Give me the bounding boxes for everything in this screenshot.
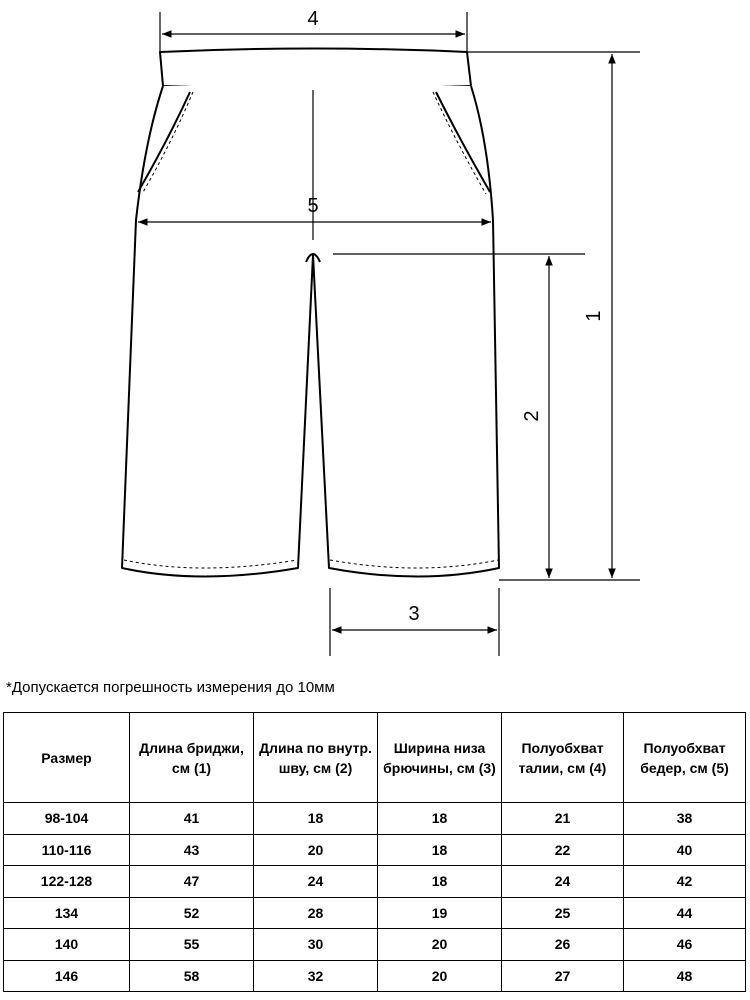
cell-inseam: 32 xyxy=(254,960,378,992)
cell-inseam: 18 xyxy=(254,803,378,835)
dimension-3-label: 3 xyxy=(408,603,420,625)
table-row xyxy=(4,866,746,898)
header-size: Размер xyxy=(4,713,130,803)
cell-hem-width: 19 xyxy=(378,897,502,929)
dimension-4-waist xyxy=(160,8,467,52)
table-row xyxy=(4,960,746,992)
cell-inseam: 24 xyxy=(254,866,378,898)
cell-hem-width: 20 xyxy=(378,960,502,992)
header-half-hips: Полуобхват бедер, см (5) xyxy=(624,713,746,803)
table-row xyxy=(4,803,746,835)
cell-hem-width: 18 xyxy=(378,803,502,835)
cell-half-hips: 38 xyxy=(624,803,746,835)
dimension-1-label: 1 xyxy=(583,310,605,322)
cell-half-hips: 42 xyxy=(624,866,746,898)
cell-length: 43 xyxy=(130,834,254,866)
cell-size: 122-128 xyxy=(4,866,130,898)
cell-size: 146 xyxy=(4,960,130,992)
cell-half-waist: 27 xyxy=(502,960,624,992)
cell-hem-width: 18 xyxy=(378,834,502,866)
cell-length: 52 xyxy=(130,897,254,929)
cell-half-hips: 40 xyxy=(624,834,746,866)
cell-length: 55 xyxy=(130,929,254,961)
cell-hem-width: 18 xyxy=(378,866,502,898)
cell-size: 110-116 xyxy=(4,834,130,866)
cell-half-waist: 24 xyxy=(502,866,624,898)
cell-half-waist: 25 xyxy=(502,897,624,929)
cell-inseam: 28 xyxy=(254,897,378,929)
header-inseam: Длина по внутр. шву, см (2) xyxy=(254,713,378,803)
cell-half-waist: 21 xyxy=(502,803,624,835)
cell-size: 134 xyxy=(4,897,130,929)
cell-hem-width: 20 xyxy=(378,929,502,961)
table-row xyxy=(4,834,746,866)
cell-size: 98-104 xyxy=(4,803,130,835)
cell-inseam: 30 xyxy=(254,929,378,961)
cell-half-hips: 48 xyxy=(624,960,746,992)
cell-half-waist: 22 xyxy=(502,834,624,866)
header-hem-width: Ширина низа брючины, см (3) xyxy=(378,713,502,803)
cell-half-waist: 26 xyxy=(502,929,624,961)
cell-size: 140 xyxy=(4,929,130,961)
cell-inseam: 20 xyxy=(254,834,378,866)
table-header-row xyxy=(4,713,746,803)
dimension-3-hem xyxy=(330,588,499,656)
cell-half-hips: 44 xyxy=(624,897,746,929)
size-chart-table xyxy=(3,712,746,992)
cell-length: 58 xyxy=(130,960,254,992)
measurement-tolerance-note: *Допускается погрешность измерения до 10мм xyxy=(6,679,335,696)
dimension-2-label: 2 xyxy=(521,410,543,422)
dimension-5-label: 5 xyxy=(307,195,319,217)
table-row xyxy=(4,897,746,929)
cell-length: 47 xyxy=(130,866,254,898)
header-length: Длина бриджи, см (1) xyxy=(130,713,254,803)
header-half-waist: Полуобхват талии, см (4) xyxy=(502,713,624,803)
cell-half-hips: 46 xyxy=(624,929,746,961)
dimension-4-label: 4 xyxy=(307,8,319,30)
table-row xyxy=(4,929,746,961)
cell-length: 41 xyxy=(130,803,254,835)
shorts-outline xyxy=(122,49,499,577)
